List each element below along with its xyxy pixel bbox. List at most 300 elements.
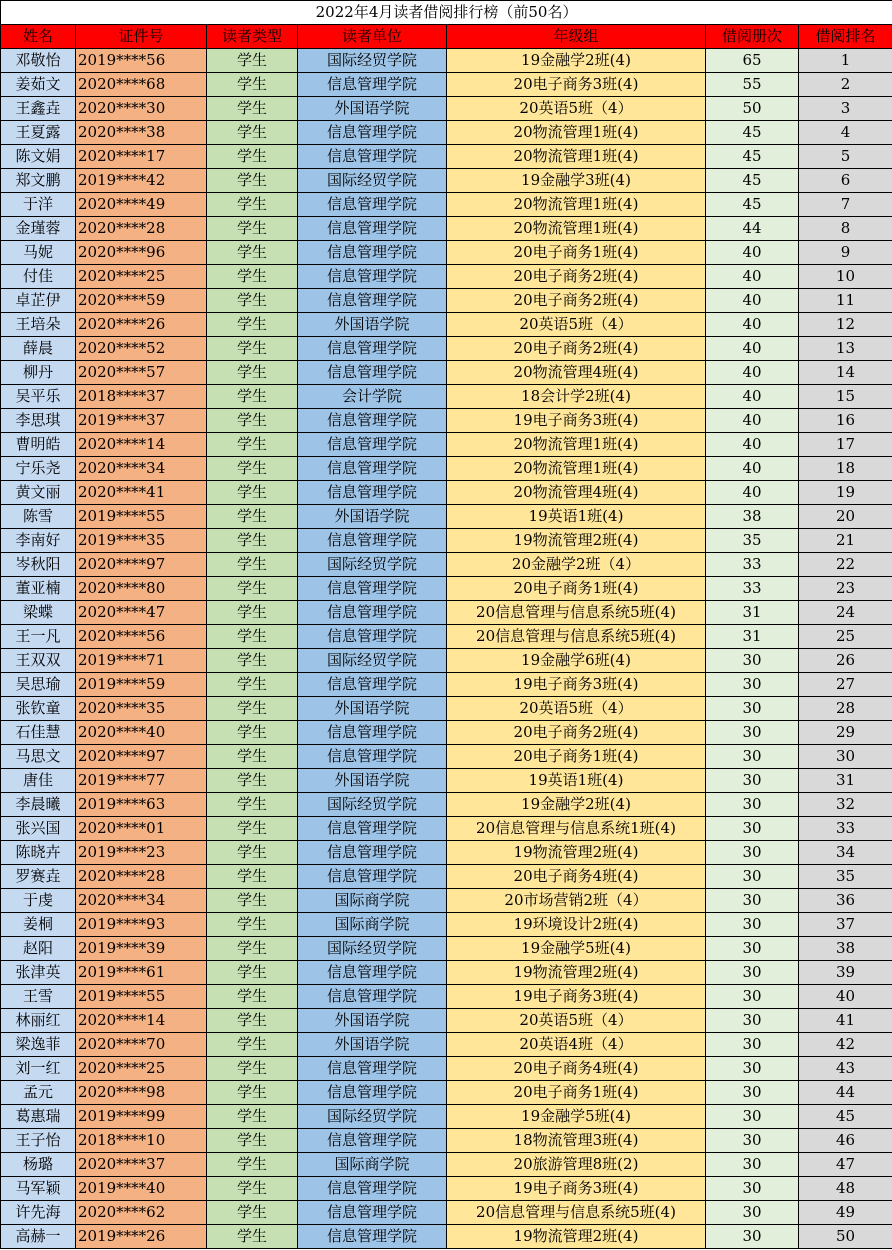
cell-name[interactable]: 梁逸菲 (1, 1033, 76, 1057)
cell-reader-unit[interactable]: 信息管理学院 (298, 865, 447, 889)
cell-name[interactable]: 赵阳 (1, 937, 76, 961)
cell-reader-unit[interactable]: 信息管理学院 (298, 601, 447, 625)
cell-borrow-count[interactable]: 45 (706, 145, 799, 169)
cell-reader-type[interactable]: 学生 (207, 793, 298, 817)
cell-name[interactable]: 马军颖 (1, 1177, 76, 1201)
cell-grade-group[interactable]: 19物流管理2班(4) (447, 529, 706, 553)
cell-reader-unit[interactable]: 信息管理学院 (298, 73, 447, 97)
cell-borrow-rank[interactable]: 22 (799, 553, 892, 577)
cell-grade-group[interactable]: 20电子商务1班(4) (447, 1081, 706, 1105)
cell-borrow-rank[interactable]: 6 (799, 169, 892, 193)
cell-name[interactable]: 梁蝶 (1, 601, 76, 625)
cell-name[interactable]: 卓芷伊 (1, 289, 76, 313)
cell-borrow-count[interactable]: 30 (706, 1081, 799, 1105)
cell-borrow-rank[interactable]: 20 (799, 505, 892, 529)
cell-id[interactable]: 2019****39 (76, 937, 207, 961)
cell-reader-type[interactable]: 学生 (207, 889, 298, 913)
cell-borrow-rank[interactable]: 13 (799, 337, 892, 361)
cell-borrow-count[interactable]: 30 (706, 985, 799, 1009)
cell-borrow-count[interactable]: 33 (706, 577, 799, 601)
cell-borrow-rank[interactable]: 30 (799, 745, 892, 769)
cell-id[interactable]: 2019****93 (76, 913, 207, 937)
cell-borrow-count[interactable]: 30 (706, 937, 799, 961)
cell-borrow-rank[interactable]: 29 (799, 721, 892, 745)
cell-reader-unit[interactable]: 信息管理学院 (298, 1177, 447, 1201)
cell-borrow-rank[interactable]: 2 (799, 73, 892, 97)
cell-id[interactable]: 2020****14 (76, 433, 207, 457)
cell-grade-group[interactable]: 20电子商务2班(4) (447, 265, 706, 289)
cell-borrow-count[interactable]: 30 (706, 1129, 799, 1153)
cell-reader-unit[interactable]: 国际经贸学院 (298, 1105, 447, 1129)
cell-name[interactable]: 金瑾蓉 (1, 217, 76, 241)
cell-borrow-rank[interactable]: 23 (799, 577, 892, 601)
cell-borrow-rank[interactable]: 28 (799, 697, 892, 721)
cell-reader-unit[interactable]: 信息管理学院 (298, 577, 447, 601)
cell-reader-type[interactable]: 学生 (207, 1057, 298, 1081)
cell-borrow-count[interactable]: 30 (706, 697, 799, 721)
cell-borrow-rank[interactable]: 33 (799, 817, 892, 841)
cell-reader-unit[interactable]: 信息管理学院 (298, 1225, 447, 1249)
cell-borrow-rank[interactable]: 12 (799, 313, 892, 337)
cell-grade-group[interactable]: 20信息管理与信息系统1班(4) (447, 817, 706, 841)
cell-borrow-rank[interactable]: 26 (799, 649, 892, 673)
cell-grade-group[interactable]: 19物流管理2班(4) (447, 961, 706, 985)
cell-borrow-rank[interactable]: 4 (799, 121, 892, 145)
cell-id[interactable]: 2020****35 (76, 697, 207, 721)
cell-id[interactable]: 2020****59 (76, 289, 207, 313)
cell-reader-unit[interactable]: 信息管理学院 (298, 217, 447, 241)
cell-name[interactable]: 高赫一 (1, 1225, 76, 1249)
cell-name[interactable]: 李晨曦 (1, 793, 76, 817)
cell-borrow-rank[interactable]: 3 (799, 97, 892, 121)
cell-grade-group[interactable]: 18物流管理3班(4) (447, 1129, 706, 1153)
cell-borrow-count[interactable]: 30 (706, 1033, 799, 1057)
cell-id[interactable]: 2020****49 (76, 193, 207, 217)
cell-name[interactable]: 吴思瑜 (1, 673, 76, 697)
cell-name[interactable]: 陈雪 (1, 505, 76, 529)
cell-name[interactable]: 岑秋阳 (1, 553, 76, 577)
cell-grade-group[interactable]: 20电子商务4班(4) (447, 1057, 706, 1081)
cell-grade-group[interactable]: 20信息管理与信息系统5班(4) (447, 601, 706, 625)
cell-name[interactable]: 张兴国 (1, 817, 76, 841)
cell-grade-group[interactable]: 19英语1班(4) (447, 769, 706, 793)
cell-name[interactable]: 王鑫垚 (1, 97, 76, 121)
cell-reader-type[interactable]: 学生 (207, 913, 298, 937)
cell-grade-group[interactable]: 19金融学6班(4) (447, 649, 706, 673)
cell-reader-type[interactable]: 学生 (207, 121, 298, 145)
cell-reader-type[interactable]: 学生 (207, 937, 298, 961)
cell-name[interactable]: 石佳慧 (1, 721, 76, 745)
cell-borrow-rank[interactable]: 35 (799, 865, 892, 889)
cell-reader-unit[interactable]: 信息管理学院 (298, 529, 447, 553)
cell-reader-type[interactable]: 学生 (207, 625, 298, 649)
cell-borrow-count[interactable]: 30 (706, 769, 799, 793)
cell-grade-group[interactable]: 20金融学2班（4） (447, 553, 706, 577)
cell-grade-group[interactable]: 20物流管理1班(4) (447, 433, 706, 457)
cell-reader-type[interactable]: 学生 (207, 1009, 298, 1033)
table-title[interactable]: 2022年4月读者借阅排行榜（前50名） (1, 1, 892, 25)
cell-borrow-rank[interactable]: 8 (799, 217, 892, 241)
cell-name[interactable]: 曹明皓 (1, 433, 76, 457)
cell-id[interactable]: 2020****62 (76, 1201, 207, 1225)
cell-borrow-count[interactable]: 30 (706, 889, 799, 913)
cell-reader-unit[interactable]: 信息管理学院 (298, 289, 447, 313)
header-borrow-count[interactable]: 借阅册次 (706, 25, 799, 49)
cell-borrow-count[interactable]: 55 (706, 73, 799, 97)
cell-grade-group[interactable]: 20物流管理1班(4) (447, 457, 706, 481)
cell-grade-group[interactable]: 19电子商务3班(4) (447, 409, 706, 433)
cell-id[interactable]: 2020****41 (76, 481, 207, 505)
cell-id[interactable]: 2019****59 (76, 673, 207, 697)
cell-id[interactable]: 2020****80 (76, 577, 207, 601)
cell-reader-type[interactable]: 学生 (207, 745, 298, 769)
cell-borrow-rank[interactable]: 49 (799, 1201, 892, 1225)
cell-borrow-rank[interactable]: 10 (799, 265, 892, 289)
cell-grade-group[interactable]: 20物流管理4班(4) (447, 481, 706, 505)
cell-borrow-count[interactable]: 30 (706, 1225, 799, 1249)
cell-borrow-rank[interactable]: 5 (799, 145, 892, 169)
cell-grade-group[interactable]: 20电子商务2班(4) (447, 289, 706, 313)
cell-reader-unit[interactable]: 信息管理学院 (298, 145, 447, 169)
cell-id[interactable]: 2020****68 (76, 73, 207, 97)
cell-name[interactable]: 邓敬怡 (1, 49, 76, 73)
cell-name[interactable]: 刘一红 (1, 1057, 76, 1081)
cell-id[interactable]: 2020****37 (76, 1153, 207, 1177)
cell-borrow-count[interactable]: 33 (706, 553, 799, 577)
cell-reader-type[interactable]: 学生 (207, 961, 298, 985)
cell-reader-unit[interactable]: 信息管理学院 (298, 337, 447, 361)
cell-borrow-count[interactable]: 40 (706, 457, 799, 481)
cell-name[interactable]: 孟元 (1, 1081, 76, 1105)
cell-id[interactable]: 2020****28 (76, 217, 207, 241)
cell-reader-unit[interactable]: 信息管理学院 (298, 457, 447, 481)
cell-reader-type[interactable]: 学生 (207, 1177, 298, 1201)
cell-id[interactable]: 2019****77 (76, 769, 207, 793)
cell-borrow-count[interactable]: 35 (706, 529, 799, 553)
cell-name[interactable]: 王一凡 (1, 625, 76, 649)
cell-borrow-count[interactable]: 30 (706, 817, 799, 841)
cell-borrow-count[interactable]: 30 (706, 721, 799, 745)
cell-reader-type[interactable]: 学生 (207, 841, 298, 865)
cell-reader-type[interactable]: 学生 (207, 601, 298, 625)
cell-reader-unit[interactable]: 信息管理学院 (298, 433, 447, 457)
cell-borrow-count[interactable]: 30 (706, 841, 799, 865)
cell-id[interactable]: 2019****63 (76, 793, 207, 817)
cell-id[interactable]: 2020****98 (76, 1081, 207, 1105)
cell-name[interactable]: 王雪 (1, 985, 76, 1009)
cell-reader-unit[interactable]: 信息管理学院 (298, 481, 447, 505)
cell-reader-type[interactable]: 学生 (207, 289, 298, 313)
cell-borrow-count[interactable]: 65 (706, 49, 799, 73)
cell-reader-unit[interactable]: 信息管理学院 (298, 1201, 447, 1225)
cell-reader-unit[interactable]: 信息管理学院 (298, 625, 447, 649)
cell-borrow-count[interactable]: 40 (706, 241, 799, 265)
cell-reader-unit[interactable]: 信息管理学院 (298, 817, 447, 841)
cell-id[interactable]: 2018****37 (76, 385, 207, 409)
cell-reader-unit[interactable]: 信息管理学院 (298, 409, 447, 433)
cell-reader-type[interactable]: 学生 (207, 265, 298, 289)
cell-reader-unit[interactable]: 信息管理学院 (298, 961, 447, 985)
header-reader-type[interactable]: 读者类型 (207, 25, 298, 49)
cell-borrow-rank[interactable]: 45 (799, 1105, 892, 1129)
cell-borrow-count[interactable]: 45 (706, 169, 799, 193)
cell-borrow-rank[interactable]: 32 (799, 793, 892, 817)
cell-borrow-rank[interactable]: 47 (799, 1153, 892, 1177)
cell-reader-type[interactable]: 学生 (207, 697, 298, 721)
cell-reader-unit[interactable]: 国际经贸学院 (298, 793, 447, 817)
cell-reader-type[interactable]: 学生 (207, 1225, 298, 1249)
cell-grade-group[interactable]: 20电子商务4班(4) (447, 865, 706, 889)
cell-borrow-rank[interactable]: 21 (799, 529, 892, 553)
cell-reader-type[interactable]: 学生 (207, 457, 298, 481)
cell-name[interactable]: 郑文鹏 (1, 169, 76, 193)
cell-name[interactable]: 许先海 (1, 1201, 76, 1225)
cell-borrow-rank[interactable]: 1 (799, 49, 892, 73)
cell-reader-type[interactable]: 学生 (207, 193, 298, 217)
cell-reader-type[interactable]: 学生 (207, 1201, 298, 1225)
cell-reader-unit[interactable]: 国际商学院 (298, 889, 447, 913)
cell-grade-group[interactable]: 20电子商务2班(4) (447, 721, 706, 745)
cell-borrow-count[interactable]: 40 (706, 265, 799, 289)
cell-reader-type[interactable]: 学生 (207, 409, 298, 433)
cell-borrow-rank[interactable]: 42 (799, 1033, 892, 1057)
cell-id[interactable]: 2020****34 (76, 889, 207, 913)
cell-borrow-rank[interactable]: 40 (799, 985, 892, 1009)
cell-reader-type[interactable]: 学生 (207, 505, 298, 529)
cell-borrow-count[interactable]: 30 (706, 745, 799, 769)
cell-reader-type[interactable]: 学生 (207, 217, 298, 241)
cell-borrow-rank[interactable]: 18 (799, 457, 892, 481)
cell-grade-group[interactable]: 20物流管理1班(4) (447, 217, 706, 241)
cell-name[interactable]: 李南好 (1, 529, 76, 553)
cell-name[interactable]: 马妮 (1, 241, 76, 265)
cell-borrow-rank[interactable]: 17 (799, 433, 892, 457)
cell-borrow-rank[interactable]: 41 (799, 1009, 892, 1033)
cell-reader-type[interactable]: 学生 (207, 49, 298, 73)
cell-name[interactable]: 李思琪 (1, 409, 76, 433)
header-name[interactable]: 姓名 (1, 25, 76, 49)
cell-borrow-rank[interactable]: 48 (799, 1177, 892, 1201)
cell-borrow-rank[interactable]: 15 (799, 385, 892, 409)
cell-borrow-count[interactable]: 40 (706, 313, 799, 337)
cell-grade-group[interactable]: 20物流管理1班(4) (447, 121, 706, 145)
cell-reader-unit[interactable]: 信息管理学院 (298, 721, 447, 745)
cell-reader-unit[interactable]: 信息管理学院 (298, 265, 447, 289)
cell-grade-group[interactable]: 20英语5班（4） (447, 313, 706, 337)
cell-reader-type[interactable]: 学生 (207, 361, 298, 385)
cell-name[interactable]: 黄文丽 (1, 481, 76, 505)
cell-reader-unit[interactable]: 信息管理学院 (298, 121, 447, 145)
cell-id[interactable]: 2018****10 (76, 1129, 207, 1153)
cell-reader-type[interactable]: 学生 (207, 97, 298, 121)
cell-grade-group[interactable]: 20旅游管理8班(2) (447, 1153, 706, 1177)
cell-borrow-count[interactable]: 30 (706, 1153, 799, 1177)
cell-reader-type[interactable]: 学生 (207, 433, 298, 457)
cell-borrow-count[interactable]: 30 (706, 865, 799, 889)
cell-borrow-count[interactable]: 31 (706, 601, 799, 625)
cell-grade-group[interactable]: 20电子商务3班(4) (447, 73, 706, 97)
cell-grade-group[interactable]: 20物流管理1班(4) (447, 145, 706, 169)
cell-reader-type[interactable]: 学生 (207, 73, 298, 97)
cell-reader-unit[interactable]: 国际经贸学院 (298, 649, 447, 673)
cell-name[interactable]: 陈晓卉 (1, 841, 76, 865)
cell-borrow-rank[interactable]: 14 (799, 361, 892, 385)
cell-reader-type[interactable]: 学生 (207, 1105, 298, 1129)
cell-id[interactable]: 2019****40 (76, 1177, 207, 1201)
cell-reader-unit[interactable]: 国际商学院 (298, 913, 447, 937)
cell-grade-group[interactable]: 19英语1班(4) (447, 505, 706, 529)
cell-id[interactable]: 2019****55 (76, 985, 207, 1009)
cell-grade-group[interactable]: 20物流管理4班(4) (447, 361, 706, 385)
cell-id[interactable]: 2019****71 (76, 649, 207, 673)
cell-name[interactable]: 姜茹文 (1, 73, 76, 97)
cell-grade-group[interactable]: 20物流管理1班(4) (447, 193, 706, 217)
cell-grade-group[interactable]: 20电子商务1班(4) (447, 745, 706, 769)
cell-borrow-count[interactable]: 30 (706, 793, 799, 817)
cell-id[interactable]: 2019****26 (76, 1225, 207, 1249)
cell-id[interactable]: 2020****52 (76, 337, 207, 361)
cell-borrow-count[interactable]: 30 (706, 673, 799, 697)
cell-id[interactable]: 2019****56 (76, 49, 207, 73)
cell-id[interactable]: 2020****25 (76, 265, 207, 289)
cell-name[interactable]: 柳丹 (1, 361, 76, 385)
cell-borrow-count[interactable]: 40 (706, 385, 799, 409)
cell-name[interactable]: 张钦童 (1, 697, 76, 721)
cell-borrow-count[interactable]: 40 (706, 481, 799, 505)
cell-reader-type[interactable]: 学生 (207, 337, 298, 361)
cell-reader-unit[interactable]: 信息管理学院 (298, 241, 447, 265)
cell-id[interactable]: 2020****97 (76, 553, 207, 577)
cell-id[interactable]: 2019****42 (76, 169, 207, 193)
cell-borrow-rank[interactable]: 7 (799, 193, 892, 217)
cell-reader-unit[interactable]: 会计学院 (298, 385, 447, 409)
cell-reader-type[interactable]: 学生 (207, 721, 298, 745)
cell-borrow-count[interactable]: 30 (706, 1201, 799, 1225)
cell-reader-type[interactable]: 学生 (207, 985, 298, 1009)
cell-reader-type[interactable]: 学生 (207, 1153, 298, 1177)
cell-id[interactable]: 2020****14 (76, 1009, 207, 1033)
cell-reader-type[interactable]: 学生 (207, 241, 298, 265)
cell-borrow-count[interactable]: 30 (706, 1177, 799, 1201)
cell-reader-unit[interactable]: 信息管理学院 (298, 1129, 447, 1153)
cell-grade-group[interactable]: 19金融学5班(4) (447, 937, 706, 961)
header-borrow-rank[interactable]: 借阅排名 (799, 25, 892, 49)
cell-reader-unit[interactable]: 信息管理学院 (298, 193, 447, 217)
cell-reader-type[interactable]: 学生 (207, 145, 298, 169)
cell-id[interactable]: 2020****34 (76, 457, 207, 481)
cell-id[interactable]: 2020****70 (76, 1033, 207, 1057)
cell-reader-unit[interactable]: 外国语学院 (298, 97, 447, 121)
cell-id[interactable]: 2019****55 (76, 505, 207, 529)
cell-grade-group[interactable]: 20英语5班（4） (447, 97, 706, 121)
cell-grade-group[interactable]: 20英语5班（4） (447, 697, 706, 721)
cell-name[interactable]: 马思文 (1, 745, 76, 769)
cell-id[interactable]: 2020****25 (76, 1057, 207, 1081)
cell-reader-unit[interactable]: 信息管理学院 (298, 1057, 447, 1081)
cell-reader-type[interactable]: 学生 (207, 529, 298, 553)
cell-reader-unit[interactable]: 信息管理学院 (298, 745, 447, 769)
cell-reader-type[interactable]: 学生 (207, 1081, 298, 1105)
cell-reader-unit[interactable]: 外国语学院 (298, 1033, 447, 1057)
cell-borrow-rank[interactable]: 39 (799, 961, 892, 985)
cell-grade-group[interactable]: 19物流管理2班(4) (447, 1225, 706, 1249)
header-id[interactable]: 证件号 (76, 25, 207, 49)
cell-reader-type[interactable]: 学生 (207, 385, 298, 409)
cell-borrow-rank[interactable]: 50 (799, 1225, 892, 1249)
cell-name[interactable]: 张津英 (1, 961, 76, 985)
cell-borrow-count[interactable]: 40 (706, 361, 799, 385)
cell-grade-group[interactable]: 19电子商务3班(4) (447, 673, 706, 697)
cell-reader-unit[interactable]: 外国语学院 (298, 769, 447, 793)
cell-reader-unit[interactable]: 信息管理学院 (298, 841, 447, 865)
cell-borrow-rank[interactable]: 43 (799, 1057, 892, 1081)
cell-borrow-count[interactable]: 38 (706, 505, 799, 529)
cell-id[interactable]: 2020****47 (76, 601, 207, 625)
cell-borrow-count[interactable]: 40 (706, 409, 799, 433)
cell-id[interactable]: 2020****40 (76, 721, 207, 745)
cell-grade-group[interactable]: 20英语4班（4） (447, 1033, 706, 1057)
cell-borrow-rank[interactable]: 46 (799, 1129, 892, 1153)
cell-borrow-count[interactable]: 40 (706, 289, 799, 313)
cell-grade-group[interactable]: 20市场营销2班（4） (447, 889, 706, 913)
cell-id[interactable]: 2020****26 (76, 313, 207, 337)
cell-id[interactable]: 2020****97 (76, 745, 207, 769)
cell-grade-group[interactable]: 20电子商务1班(4) (447, 241, 706, 265)
cell-id[interactable]: 2019****37 (76, 409, 207, 433)
cell-reader-unit[interactable]: 外国语学院 (298, 697, 447, 721)
cell-id[interactable]: 2020****28 (76, 865, 207, 889)
cell-borrow-count[interactable]: 40 (706, 433, 799, 457)
cell-grade-group[interactable]: 20电子商务2班(4) (447, 337, 706, 361)
cell-borrow-count[interactable]: 31 (706, 625, 799, 649)
cell-name[interactable]: 罗赛垚 (1, 865, 76, 889)
cell-name[interactable]: 薛晨 (1, 337, 76, 361)
cell-name[interactable]: 姜桐 (1, 913, 76, 937)
cell-borrow-count[interactable]: 30 (706, 961, 799, 985)
cell-reader-unit[interactable]: 信息管理学院 (298, 673, 447, 697)
cell-borrow-rank[interactable]: 34 (799, 841, 892, 865)
cell-reader-type[interactable]: 学生 (207, 313, 298, 337)
cell-borrow-rank[interactable]: 37 (799, 913, 892, 937)
cell-borrow-rank[interactable]: 44 (799, 1081, 892, 1105)
cell-borrow-count[interactable]: 30 (706, 1105, 799, 1129)
cell-reader-type[interactable]: 学生 (207, 1129, 298, 1153)
cell-borrow-count[interactable]: 40 (706, 337, 799, 361)
cell-name[interactable]: 董亚楠 (1, 577, 76, 601)
cell-reader-unit[interactable]: 国际经贸学院 (298, 937, 447, 961)
cell-reader-unit[interactable]: 外国语学院 (298, 505, 447, 529)
cell-reader-type[interactable]: 学生 (207, 769, 298, 793)
cell-borrow-rank[interactable]: 24 (799, 601, 892, 625)
header-grade-group[interactable]: 年级组 (447, 25, 706, 49)
cell-name[interactable]: 杨璐 (1, 1153, 76, 1177)
cell-name[interactable]: 陈文娟 (1, 145, 76, 169)
cell-borrow-count[interactable]: 30 (706, 913, 799, 937)
cell-name[interactable]: 王培朵 (1, 313, 76, 337)
cell-name[interactable]: 于洋 (1, 193, 76, 217)
cell-grade-group[interactable]: 20英语5班（4） (447, 1009, 706, 1033)
cell-name[interactable]: 付佳 (1, 265, 76, 289)
cell-id[interactable]: 2020****30 (76, 97, 207, 121)
cell-reader-unit[interactable]: 国际经贸学院 (298, 169, 447, 193)
cell-id[interactable]: 2019****61 (76, 961, 207, 985)
cell-reader-type[interactable]: 学生 (207, 817, 298, 841)
cell-id[interactable]: 2019****99 (76, 1105, 207, 1129)
cell-borrow-count[interactable]: 50 (706, 97, 799, 121)
cell-reader-type[interactable]: 学生 (207, 577, 298, 601)
cell-reader-type[interactable]: 学生 (207, 673, 298, 697)
cell-grade-group[interactable]: 20信息管理与信息系统5班(4) (447, 1201, 706, 1225)
